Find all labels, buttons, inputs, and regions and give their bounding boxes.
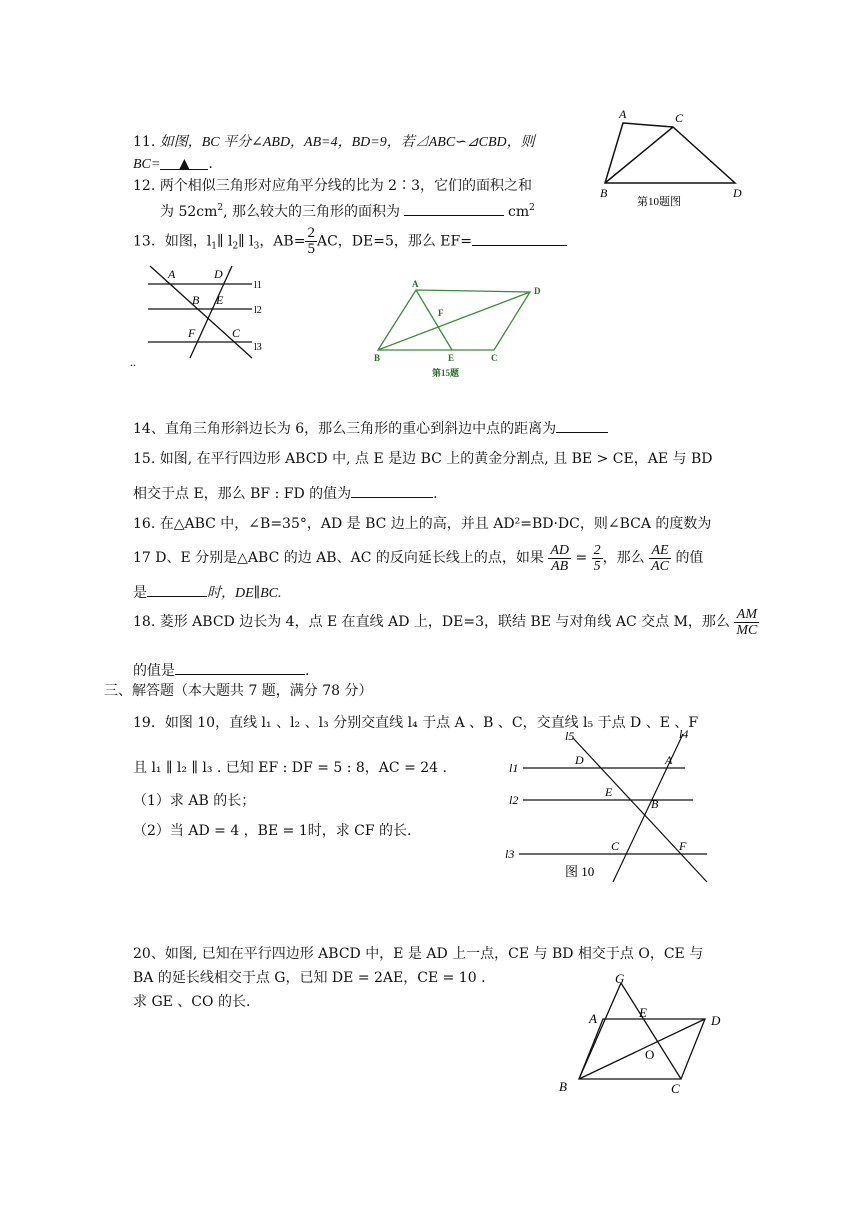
q13-mid: ∥ l bbox=[217, 233, 233, 250]
fig19-label-a: A bbox=[665, 753, 673, 767]
q17-answer-blank bbox=[147, 582, 207, 597]
q17-frac-ad-ab bbox=[548, 543, 571, 574]
q17-line1 bbox=[133, 538, 703, 578]
fig13-label-b: B bbox=[192, 293, 200, 307]
q12-answer-blank bbox=[404, 201, 504, 216]
fig15-label-e: E bbox=[448, 353, 455, 363]
q15-line1: 15. 如图, 在平行四边形 ABCD 中, 点 E 是边 BC 上的黄金分割点, 且 BE > CE，AE 与 BD bbox=[133, 451, 713, 467]
q11-line2 bbox=[133, 155, 213, 174]
fig19-label-l4: l4 bbox=[679, 727, 689, 741]
q17-pre: 17 D、E 分别是△ABC 的边 AB、AC 的反向延长线上的点，如果 bbox=[133, 550, 544, 566]
q18-frac-num: AM bbox=[734, 607, 759, 623]
fig10-label-a: A bbox=[619, 107, 627, 121]
fig13-transversal-2 bbox=[190, 266, 232, 358]
q15-question: 相交于点 E，那么 BF : FD 的值为 bbox=[133, 486, 352, 502]
fig10-caption: 第10题图 bbox=[637, 196, 681, 208]
fig20-label-d: D bbox=[711, 1013, 721, 1028]
fig19-label-b: B bbox=[651, 797, 659, 811]
fig15-caption: 第15题 bbox=[432, 368, 460, 378]
q17-frac2-den: 5 bbox=[593, 558, 601, 574]
q15-answer-blank bbox=[351, 483, 433, 498]
fig13-label-l2: l2 bbox=[254, 305, 262, 316]
q18-end: . bbox=[305, 663, 310, 679]
fig15-label-a: A bbox=[412, 279, 419, 289]
fig20-label-g: G bbox=[615, 971, 625, 986]
fig19-label-l5: l5 bbox=[565, 729, 575, 743]
fig19-label-l2: l2 bbox=[509, 793, 519, 807]
fig19-line-l4 bbox=[613, 734, 683, 882]
section3-heading: 三、解答题（本大题共 7 题，满分 78 分） bbox=[104, 683, 373, 699]
q15-end: . bbox=[433, 486, 438, 502]
q13-sub1: 1 bbox=[211, 241, 218, 252]
q13-fraction bbox=[305, 226, 317, 257]
q18-frac-am-mc bbox=[734, 607, 759, 638]
q15-line2 bbox=[133, 483, 438, 503]
q19-part1: （1）求 AB 的长； bbox=[133, 793, 256, 809]
q13-line bbox=[133, 226, 567, 257]
q14-answer-blank bbox=[556, 418, 608, 433]
q17-frac2-num: 2 bbox=[593, 542, 601, 558]
fig19-label-l1: l1 bbox=[509, 761, 519, 775]
q18-answer-blank bbox=[175, 660, 305, 675]
fig19-label-e: E bbox=[605, 785, 613, 799]
q13-mid2: ∥ l bbox=[238, 233, 254, 250]
q18-text: 18. 菱形 ABCD 边长为 4，点 E 在直线 AD 上，DE=3，联结 BE 与对角线 AC 交点 M，那么 bbox=[133, 614, 730, 630]
q13-answer-blank bbox=[472, 231, 567, 246]
q13-pre: 13．如图，l bbox=[133, 233, 212, 250]
fig10-label-d: D bbox=[733, 186, 742, 200]
fig20-label-a: A bbox=[589, 1011, 597, 1026]
q20-line1: 20、如图, 已知在平行四边形 ABCD 中，E 是 AD 上一点，CE 与 BD 相交于点 O，CE 与 bbox=[133, 946, 704, 962]
q17-eq: = bbox=[575, 550, 588, 566]
q12-question: , 那么较大的三角形的面积为 bbox=[223, 204, 401, 220]
q14-text: 14、直角三角形斜边长为 6，那么三角形的重心到斜边中点的距离为 bbox=[133, 421, 557, 437]
q11-end: . bbox=[208, 156, 213, 172]
triangle-marker-icon: ▲ bbox=[178, 156, 190, 172]
q17-frac-ae-ac bbox=[649, 543, 671, 574]
q12-unit: cm bbox=[508, 204, 530, 220]
q14-line bbox=[133, 418, 608, 438]
q20-line3: 求 GE 、CO 的长. bbox=[133, 994, 251, 1010]
q17-line2 bbox=[133, 582, 282, 603]
q17-when: 时，DE∥BC. bbox=[207, 586, 282, 601]
fig20-label-b: B bbox=[559, 1079, 567, 1094]
fig13-label-l1: l1 bbox=[254, 280, 262, 291]
q11-number: 11. bbox=[133, 134, 156, 150]
figure-15 bbox=[370, 279, 560, 382]
fig13-label-f: F bbox=[188, 326, 196, 340]
q18-question: 的值是 bbox=[133, 663, 175, 679]
q11-bc: BC= bbox=[133, 157, 161, 172]
fig15-label-b: B bbox=[374, 353, 381, 363]
q17-frac1-num: AD bbox=[550, 542, 569, 558]
q18-frac-den: MC bbox=[736, 622, 758, 638]
fig20-diagonal-bd bbox=[579, 1019, 705, 1079]
q11-line1 bbox=[133, 133, 535, 152]
q19-line1: 19．如图 10，直线 l₁ 、l₂ 、l₃ 分别交直线 l₄ 于点 A 、B 、C，交直线 l₅ 于点 D 、E 、F bbox=[133, 715, 699, 731]
q13-question: AC，DE=5，那么 EF= bbox=[316, 233, 472, 250]
q13-ab: ，AB= bbox=[259, 233, 306, 250]
q16-line: 16. 在△ABC 中，∠B=35°，AD 是 BC 边上的高，并且 AD²=BD·DC，则∠BCA 的度数为 bbox=[133, 516, 712, 532]
fig13-label-a: A bbox=[168, 267, 176, 281]
q13-sub2: 2 bbox=[232, 241, 239, 252]
fig13-label-d: D bbox=[214, 267, 223, 281]
fig19-line-l5 bbox=[573, 738, 707, 882]
q18-line2 bbox=[133, 660, 309, 680]
q19-line2: 且 l₁ ∥ l₂ ∥ l₃ . 已知 EF : DF = 5 : 8，AC = 24 . bbox=[133, 760, 447, 776]
q12-unit-sup: 2 bbox=[529, 203, 535, 213]
q19-part2: （2）当 AD = 4 ，BE = 1时，求 CF 的长. bbox=[133, 823, 412, 839]
fig19-caption: 图 10 bbox=[565, 864, 595, 879]
q13-frac-den: 5 bbox=[307, 241, 315, 257]
fig13-dots: .. bbox=[130, 355, 136, 369]
q17-frac3-num: AE bbox=[649, 543, 671, 559]
fig15-label-f: F bbox=[438, 308, 444, 318]
fig13-label-c: C bbox=[232, 326, 241, 340]
fig13-label-e: E bbox=[216, 293, 224, 307]
fig13-transversal-1 bbox=[150, 266, 252, 358]
q18-line1 bbox=[133, 602, 759, 642]
fig15-segment-ae bbox=[416, 290, 452, 350]
q17-is: 是 bbox=[133, 585, 147, 601]
fig10-label-b: B bbox=[600, 186, 608, 200]
fig20-label-o: O bbox=[645, 1047, 655, 1062]
fig19-label-c: C bbox=[611, 839, 620, 853]
q20-line2: BA 的延长线相交于点 G，已知 DE = 2AE，CE = 10 . bbox=[133, 970, 486, 986]
fig15-label-c: C bbox=[491, 353, 498, 363]
figure-19 bbox=[505, 728, 725, 888]
q12-area-sum: 为 52cm bbox=[160, 204, 218, 220]
q13-frac-num: 2 bbox=[307, 225, 315, 241]
fig19-label-d: D bbox=[575, 753, 584, 767]
fig20-label-e: E bbox=[639, 1005, 647, 1020]
q11-answer-blank bbox=[160, 155, 208, 170]
fig10-label-c: C bbox=[675, 111, 684, 125]
fig20-line-gc bbox=[621, 983, 681, 1079]
figure-13 bbox=[130, 262, 280, 372]
figure-20 bbox=[555, 971, 735, 1096]
fig20-line-bg bbox=[579, 983, 621, 1079]
q11-text: 如图，BC 平分∠ABD，AB=4，BD=9，若⊿ABC∽⊿CBD，则 bbox=[159, 135, 535, 150]
figure-10 bbox=[595, 105, 745, 215]
q12-line1: 12. 两个相似三角形对应角平分线的比为 2∶3，它们的面积之和 bbox=[133, 178, 532, 194]
fig10-diagonal bbox=[605, 127, 673, 183]
fig20-label-c: C bbox=[671, 1081, 680, 1096]
q13-sub3: 3 bbox=[253, 241, 260, 252]
fig19-label-l3: l3 bbox=[505, 847, 515, 861]
q12-sup: 2 bbox=[217, 203, 224, 213]
q17-frac1-den: AB bbox=[551, 558, 569, 574]
q12-line2 bbox=[160, 199, 535, 221]
fig13-label-l3: l3 bbox=[254, 342, 262, 353]
fig19-label-f: F bbox=[679, 839, 687, 853]
q17-post: 的值 bbox=[675, 550, 704, 566]
q17-mid: ，那么 bbox=[602, 550, 645, 566]
fig15-label-d: D bbox=[534, 286, 541, 296]
fig15-diagonal-bd bbox=[378, 292, 530, 350]
q17-frac3-den: AC bbox=[651, 558, 669, 574]
fig10-quad bbox=[605, 123, 735, 183]
q17-frac-2-5 bbox=[592, 543, 603, 574]
